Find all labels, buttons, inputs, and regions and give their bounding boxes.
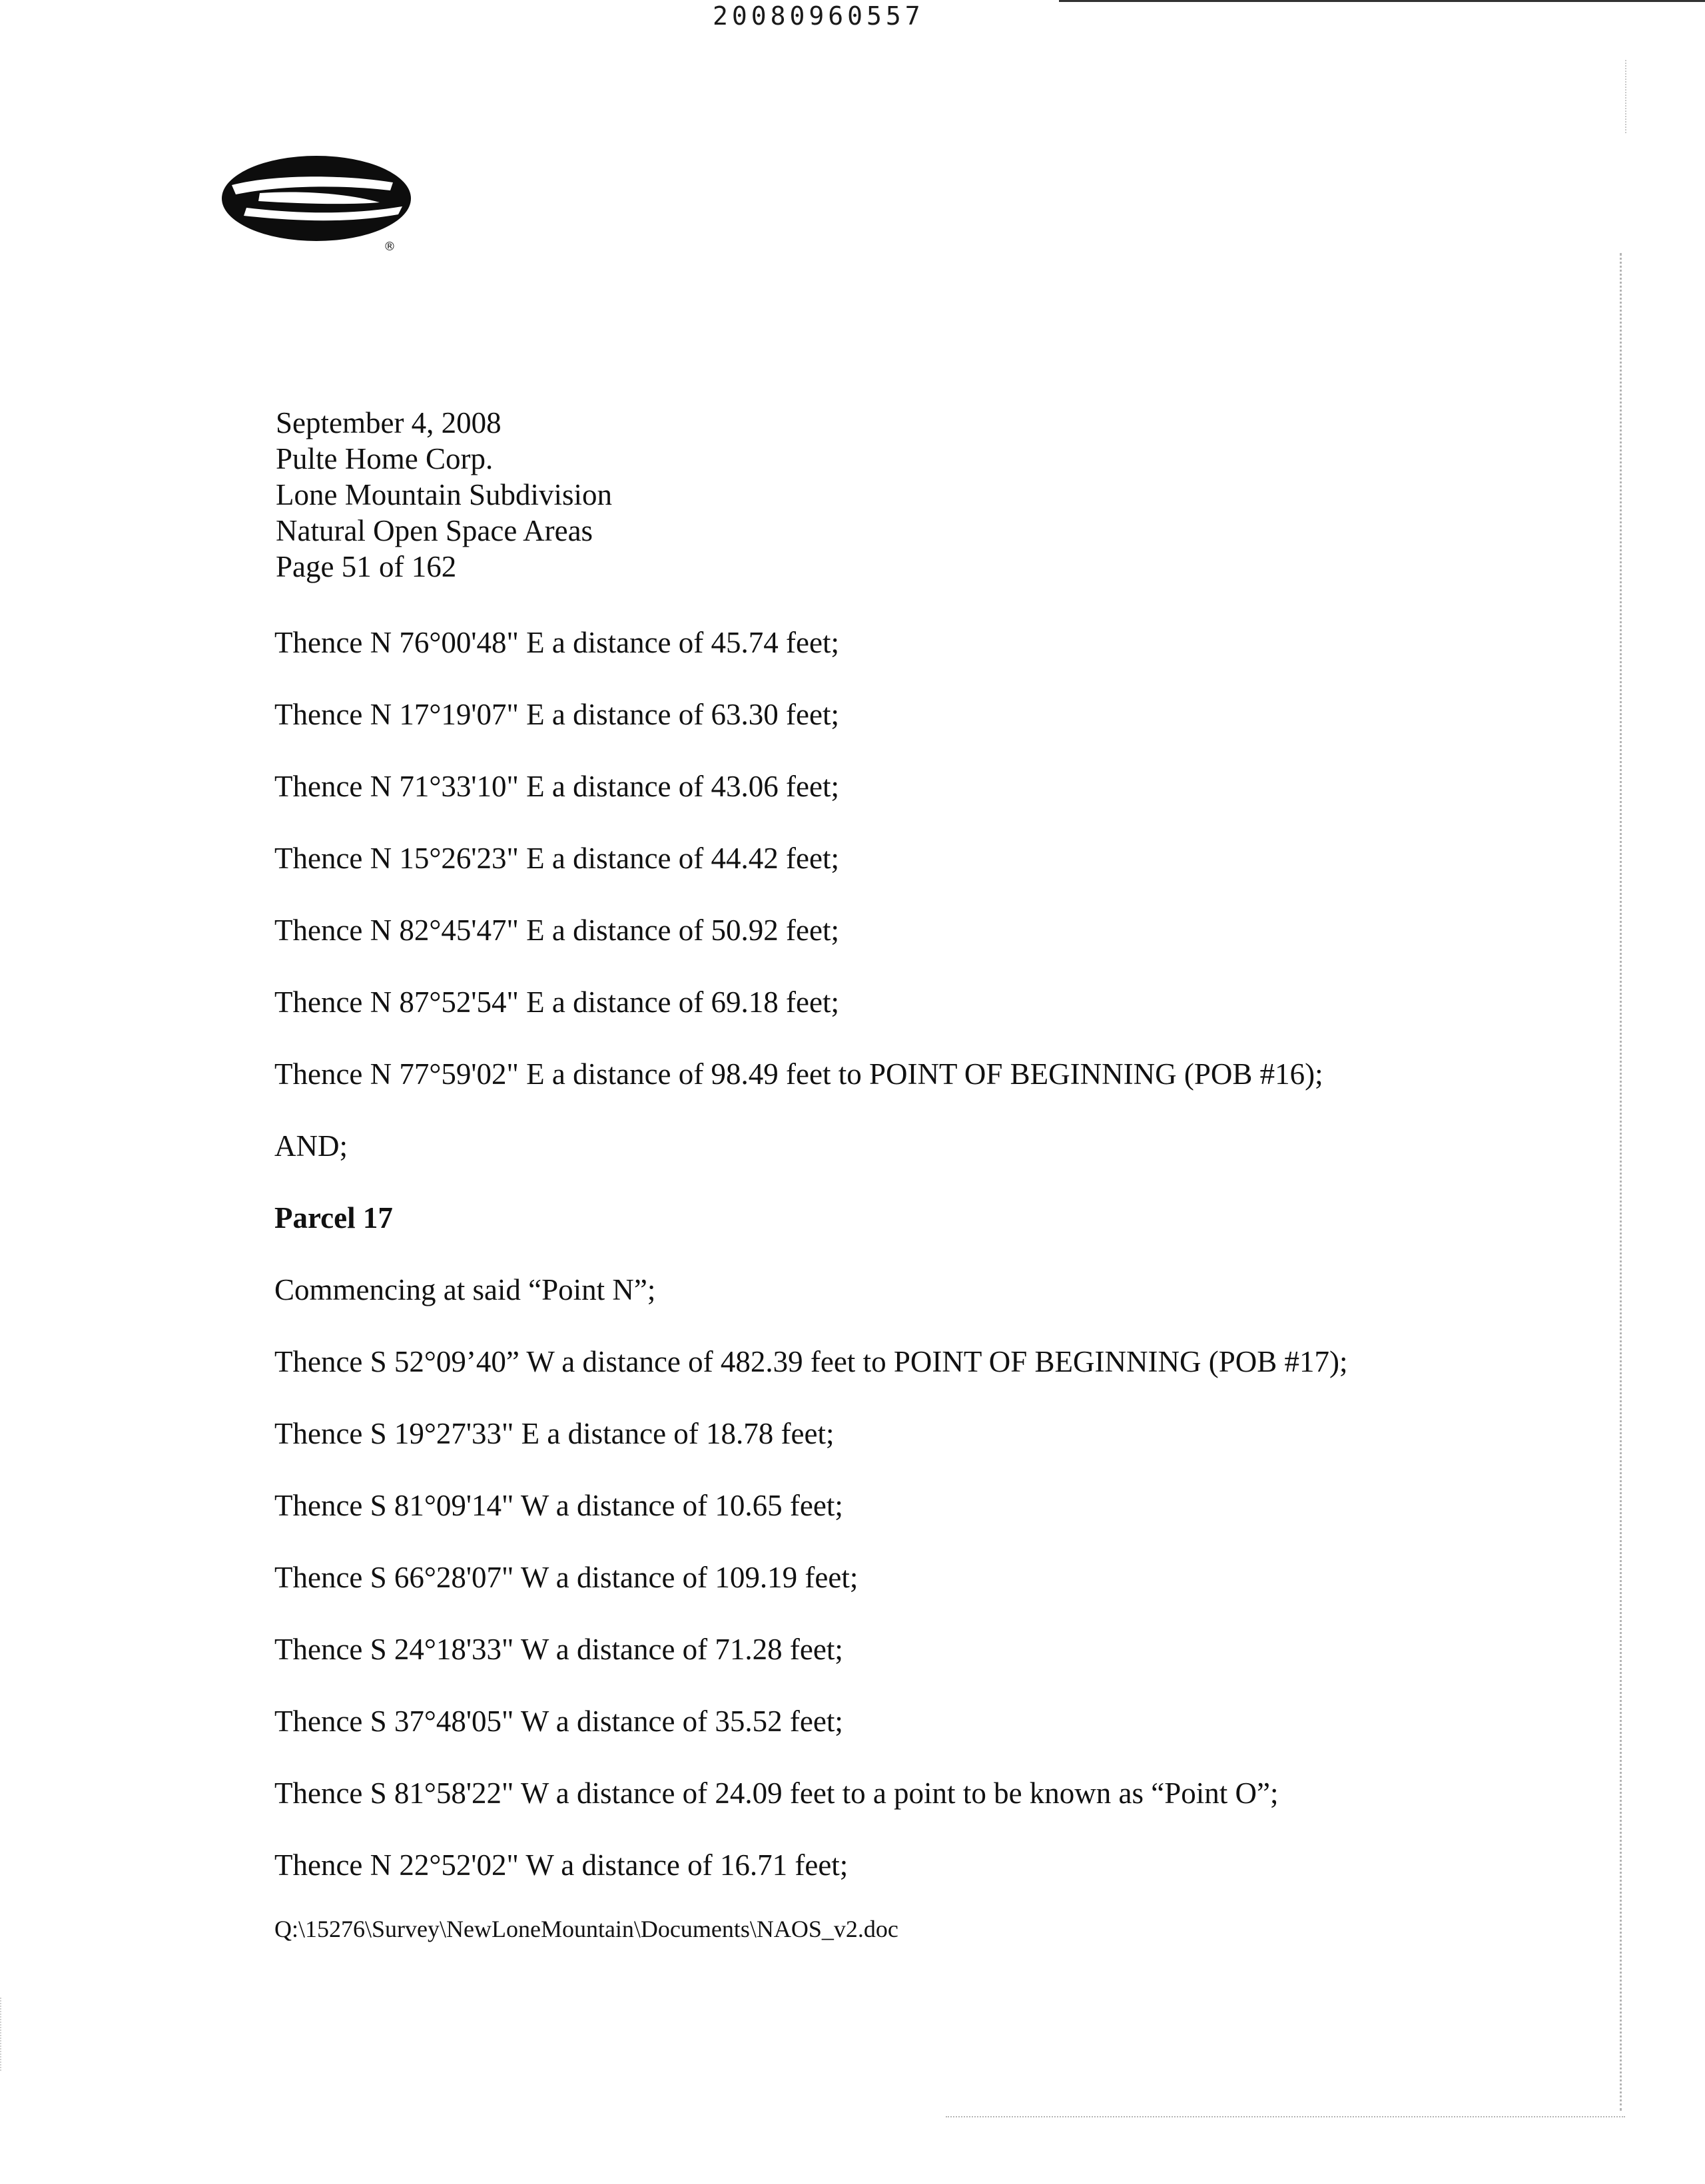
document-number: 20080960557 — [713, 1, 924, 31]
scan-edge-left — [0, 1998, 1, 2071]
commencing-line: Commencing at said “Point N”; — [274, 1273, 656, 1306]
registered-mark: ® — [384, 240, 396, 252]
header-client: Pulte Home Corp. — [276, 442, 494, 475]
letter-header — [276, 405, 612, 585]
scan-edge-bottom — [946, 2116, 1625, 2117]
course-line: Thence N 76°00'48" E a distance of 45.74 feet; — [274, 626, 839, 659]
and-connector: AND; — [274, 1129, 348, 1163]
course-line: Thence N 17°19'07" E a distance of 63.30 feet; — [274, 698, 839, 731]
course-line: Thence N 22°52'02" W a distance of 16.71 feet; — [274, 1848, 849, 1882]
header-subject: Natural Open Space Areas — [276, 514, 593, 547]
course-line: Thence N 82°45'47" E a distance of 50.92 feet; — [274, 914, 839, 947]
course-line: Thence S 81°58'22" W a distance of 24.09 feet to a point to be known as “Point O”; — [274, 1776, 1279, 1810]
header-date: September 4, 2008 — [276, 406, 502, 439]
course-line: Thence N 77°59'02" E a distance of 98.49 feet to POINT OF BEGINNING (POB #16); — [274, 1057, 1323, 1091]
course-line: Thence S 24°18'33" W a distance of 71.28 feet; — [274, 1633, 843, 1666]
course-line: Thence S 81°09'14" W a distance of 10.65 feet; — [274, 1489, 843, 1522]
course-line: Thence N 87°52'54" E a distance of 69.18 feet; — [274, 985, 839, 1019]
course-line: Thence S 19°27'33" E a distance of 18.78 feet; — [274, 1417, 835, 1450]
course-line: Thence S 37°48'05" W a distance of 35.52 feet; — [274, 1705, 843, 1738]
course-line: Thence N 71°33'10" E a distance of 43.06 feet; — [274, 770, 839, 803]
parcel-heading: Parcel 17 — [274, 1201, 393, 1234]
header-page: Page 51 of 162 — [276, 550, 457, 583]
course-line: Thence N 15°26'23" E a distance of 44.42 feet; — [274, 842, 839, 875]
s-oval-logo-icon — [220, 152, 420, 252]
course-line: Thence S 66°28'07" W a distance of 109.19 feet; — [274, 1561, 858, 1594]
footer-file-path: Q:\15276\Survey\NewLoneMountain\Documents\NAOS_v2.doc — [274, 1916, 898, 1942]
course-line: Thence S 52°09’40” W a distance of 482.39 feet to POINT OF BEGINNING (POB #17); — [274, 1345, 1348, 1378]
scan-edge-right — [1620, 253, 1622, 2111]
top-rule — [1059, 0, 1705, 2]
header-project: Lone Mountain Subdivision — [276, 478, 612, 511]
scan-edge-top — [1625, 60, 1626, 133]
